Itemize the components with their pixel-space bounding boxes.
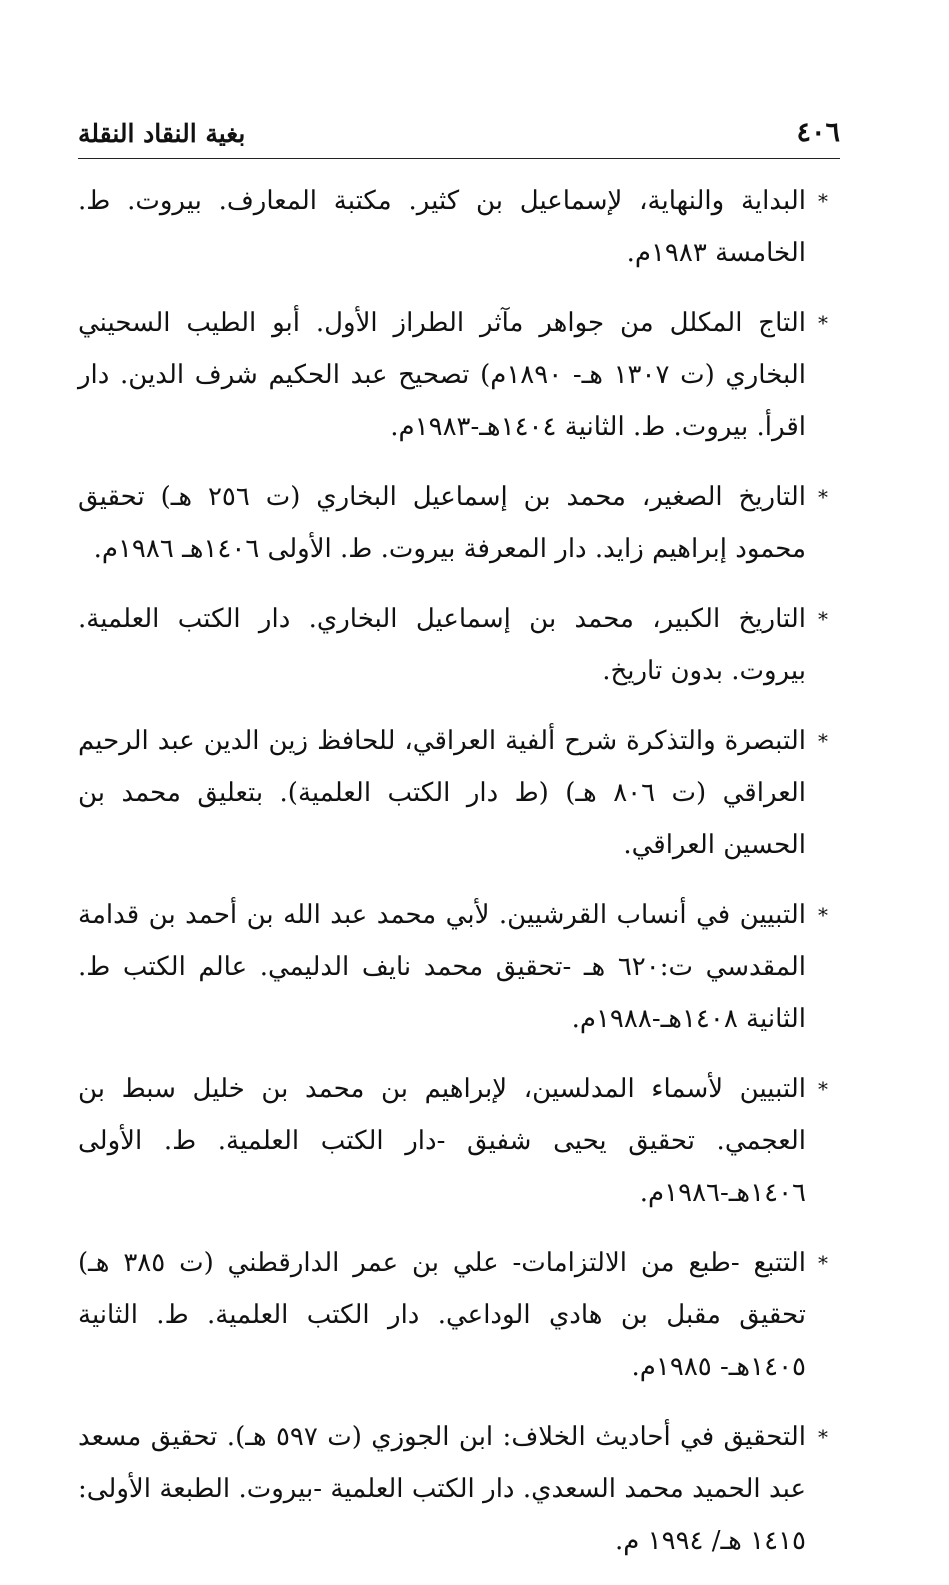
- entry-text: التاريخ الكبير، محمد بن إسماعيل البخاري. دار الكتب العلمية. بيروت. بدون تاريخ.: [78, 604, 806, 686]
- page-number: ٤٠٦: [796, 117, 840, 148]
- bibliography-entry: [78, 593, 840, 697]
- bibliography-entry: [78, 471, 840, 575]
- bibliography-entry: [78, 715, 840, 871]
- asterisk-bullet-icon: *: [818, 1425, 828, 1449]
- book-page: [78, 100, 840, 1585]
- asterisk-bullet-icon: *: [818, 1077, 828, 1101]
- page-header: [78, 100, 840, 159]
- entry-text: التبيين لأسماء المدلسين، لإبراهيم بن محمد بن خليل سبط بن العجمي. تحقيق يحيى شفيق -دار الكتب العلمية. ط. الأولى ١٤٠٦هـ-١٩٨٦م.: [78, 1074, 806, 1208]
- entry-text: التحقيق في أحاديث الخلاف: ابن الجوزي (ت ٥٩٧ هـ). تحقيق مسعد عبد الحميد محمد السعدي. دار الكتب العلمية -بيروت. الطبعة الأولى: ١٤١٥ هـ/ ١٩٩٤ م.: [78, 1422, 807, 1556]
- asterisk-bullet-icon: *: [818, 1251, 828, 1275]
- entry-text: التاريخ الصغير، محمد بن إسماعيل البخاري (ت ٢٥٦ هـ) تحقيق محمود إبراهيم زايد. دار المعرفة بيروت. ط. الأولى ١٤٠٦هـ ١٩٨٦م.: [78, 482, 807, 564]
- bibliography-entry: [78, 1063, 840, 1219]
- asterisk-bullet-icon: *: [818, 311, 828, 335]
- entry-text: التبصرة والتذكرة شرح ألفية العراقي، للحافظ زين الدين عبد الرحيم العراقي (ت ٨٠٦ هـ) (ط دار الكتب العلمية). بتعليق محمد بن الحسين العراقي.: [78, 726, 806, 860]
- bibliography-entry: [78, 297, 840, 453]
- running-title: بغية النقاد النقلة: [78, 119, 246, 148]
- bibliography-list: [78, 175, 840, 1567]
- asterisk-bullet-icon: *: [818, 189, 828, 213]
- bibliography-entry: [78, 1411, 840, 1567]
- entry-text: التاج المكلل من جواهر مآثر الطراز الأول. أبو الطيب السحيني البخاري (ت ١٣٠٧ هـ- ١٨٩٠م) تصحيح عبد الحكيم شرف الدين. دار اقرأ. بيروت. ط. الثانية ١٤٠٤هـ-١٩٨٣م.: [78, 308, 806, 442]
- entry-text: البداية والنهاية، لإسماعيل بن كثير. مكتبة المعارف. بيروت. ط. الخامسة ١٩٨٣م.: [78, 186, 806, 268]
- asterisk-bullet-icon: *: [818, 485, 828, 509]
- entry-text: التتبع -طبع من الالتزامات- علي بن عمر الدارقطني (ت ٣٨٥ هـ) تحقيق مقبل بن هادي الوداعي. دار الكتب العلمية. ط. الثانية ١٤٠٥هـ- ١٩٨٥م.: [78, 1248, 806, 1382]
- bibliography-entry: [78, 1237, 840, 1393]
- asterisk-bullet-icon: *: [818, 729, 828, 753]
- asterisk-bullet-icon: *: [818, 903, 828, 927]
- asterisk-bullet-icon: *: [818, 607, 828, 631]
- entry-text: التبيين في أنساب القرشيين. لأبي محمد عبد الله بن أحمد بن قدامة المقدسي ت:٦٢٠ هـ -تحقيق محمد نايف الدليمي. عالم الكتب ط. الثانية ١٤٠٨هـ-١٩٨٨م.: [78, 900, 807, 1034]
- bibliography-entry: [78, 175, 840, 279]
- bibliography-entry: [78, 889, 840, 1045]
